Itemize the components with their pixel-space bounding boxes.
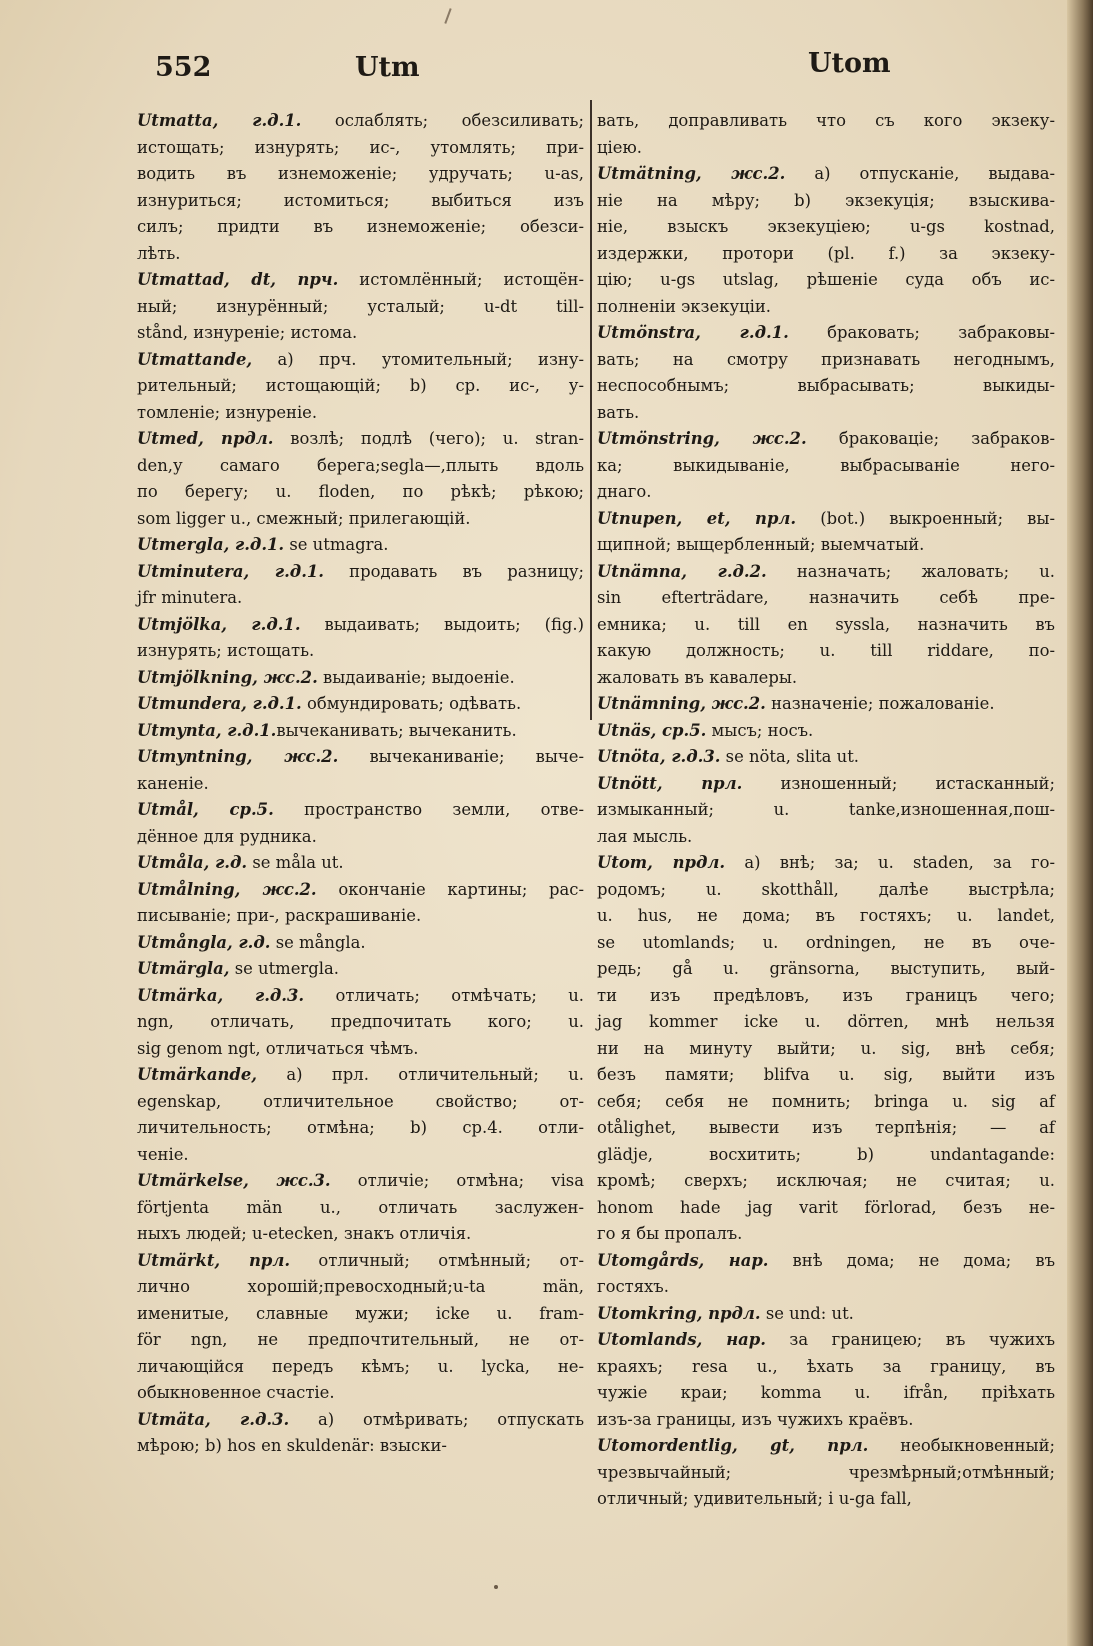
entry-line: личительность; отмѣна; b) ср.4. отли- [137, 1118, 584, 1137]
entry-line: личающійся передъ кѣмъ; u. lycka, не- [137, 1356, 584, 1376]
dictionary-entry [137, 744, 584, 797]
entry-line: кромѣ; сверхъ; исключая; не считая; u. [597, 1171, 1055, 1190]
entry-line: för ngn, не предпочтительный, не от- [137, 1330, 584, 1349]
entry-headword: Utmärkelse, жс.3. [137, 1171, 331, 1190]
entry-headword: Utmåla, г.д. [137, 853, 248, 872]
dictionary-entry [137, 1062, 584, 1168]
entry-line: Utmyntning, жс.2. вычеканиваніе; выче- [137, 747, 584, 766]
entry-headword: Utnöta, г.д.3. [597, 747, 721, 766]
entry-line: egenskap, отличительное свойство; от- [137, 1091, 584, 1111]
entry-headword: Utmynta, г.д.1. [137, 720, 277, 740]
entry-line: Utmärka, г.д.3. отличать; отмѣчать; u. [137, 985, 584, 1005]
entry-line: Utmärgla, se utmergla. [137, 959, 339, 978]
entry-headword: Utmönstring, жс.2. [597, 429, 807, 448]
entry-line: Utnött, прл. изношенный; истасканный; [597, 773, 1055, 793]
entry-headword: Utmål, ср.5. [137, 800, 274, 819]
entry-line: чрезвычайный; чрезмѣрный;отмѣнный; [597, 1462, 1055, 1482]
entry-line: Utmål, ср.5. пространство земли, отве- [137, 800, 585, 819]
page-edge-shadow [1067, 0, 1093, 1646]
entry-line: Utminutera, г.д.1. продавать въ разницу; [137, 561, 585, 581]
entry-line: otålighet, вывести изъ терпѣнія; — af [597, 1118, 1055, 1137]
dictionary-entry [137, 850, 584, 877]
entry-line: лѣть. [137, 243, 181, 263]
dictionary-entry [137, 108, 584, 267]
entry-line: Utmjölkning, жс.2. выдаиваніе; выдоеніе. [137, 667, 515, 687]
dictionary-entry [597, 161, 1055, 320]
entry-line: Utnäs, ср.5. мысъ; носъ. [597, 720, 814, 740]
entry-line: sig genom ngt, отличаться чѣмъ. [137, 1038, 419, 1058]
ink-mark [444, 8, 451, 24]
entry-line: ни на минуту выйти; u. sig, внѣ себя; [597, 1038, 1055, 1058]
entry-line: Utnupen, et, прл. (bot.) выкроенный; вы- [597, 508, 1055, 528]
entry-headword: Utmäta, г.д.3. [137, 1409, 290, 1429]
entry-headword: Utomordentlig, gt, прл. [597, 1436, 869, 1455]
entry-line: безъ памяти; blifva u. sig, выйти изъ [597, 1065, 1055, 1084]
entry-line: Utmätning, жс.2. a) отпусканіе, выдава- [597, 164, 1056, 183]
dictionary-entry [137, 665, 584, 692]
entry-line: именитые, славные мужи; icke u. fram- [137, 1303, 584, 1323]
dictionary-entry [137, 797, 584, 850]
entry-line: Utmärkt, прл. отличный; отмѣнный; от- [137, 1250, 584, 1270]
entry-headword: Utmärgla, [137, 959, 230, 978]
entry-line: чужіе краи; komma u. ifrån, пріѣхать [597, 1383, 1055, 1402]
entry-line: гостяхъ. [597, 1277, 669, 1296]
entry-headword: Utmätning, жс.2. [597, 164, 786, 183]
entry-line: вать. [597, 402, 640, 422]
entry-line: вать, доправливать что съ кого экзеку- [597, 111, 1055, 130]
entry-headword: Utnäs, ср.5. [597, 720, 707, 740]
entry-line: Utmångla, г.д. se mångla. [137, 932, 366, 952]
entry-line: вать; на смотру признавать негоднымъ, [597, 349, 1055, 369]
entry-line: glädje, восхитить; b) undantagande: [597, 1144, 1055, 1164]
entry-line: Utmäta, г.д.3. a) отмѣривать; отпускать [137, 1409, 584, 1429]
entry-line: Utnöta, г.д.3. se nöta, slita ut. [597, 747, 860, 766]
entry-headword: Utnämning, жс.2. [597, 694, 766, 713]
entry-line: лично хорошій;превосходный;u-ta män, [137, 1277, 584, 1296]
entry-line: водить въ изнеможеніе; удручать; u-as, [137, 164, 584, 183]
entry-headword: Utmångla, г.д. [137, 932, 271, 952]
dictionary-entry [137, 559, 584, 612]
entry-line: силъ; придти въ изнеможеніе; обезси- [137, 217, 584, 236]
entry-line: ти изъ предѣловъ, изъ границъ чего; [597, 985, 1055, 1005]
left-column [137, 108, 584, 1460]
dictionary-entry [597, 426, 1055, 506]
dictionary-entry [597, 718, 1055, 745]
entry-line: краяхъ; resa u., ѣхать за границу, въ [597, 1356, 1055, 1376]
entry-line: жаловать въ кавалеры. [597, 667, 798, 687]
entry-line: ка; выкидываніе, выбрасываніе него- [597, 455, 1055, 475]
entry-line: Utmåla, г.д. se måla ut. [137, 853, 344, 872]
entry-line: Utmjölka, г.д.1. выдаивать; выдоить; (fig.) [137, 614, 584, 634]
dictionary-entry [137, 267, 584, 347]
entry-line: Utmattande, a) прч. утомительный; изну- [137, 349, 584, 369]
dictionary-entry [137, 877, 584, 930]
dictionary-entry [137, 718, 584, 745]
entry-line: jfr minutera. [137, 588, 243, 607]
entry-headword: Utmatta, г.д.1. [137, 111, 302, 130]
entry-line: sin efterträdare, назначить себѣ пре- [597, 588, 1055, 607]
entry-line: stånd, изнуреніе; истома. [137, 323, 358, 342]
entry-line: неспособнымъ; выбрасывать; выкиды- [597, 376, 1055, 395]
dictionary-entry [137, 612, 584, 665]
entry-line: Utmålning, жс.2. окончаніе картины; рас- [137, 879, 585, 899]
dictionary-entry [597, 744, 1055, 771]
entry-line: Utmönstring, жс.2. браковаціе; забраков- [597, 429, 1055, 448]
dictionary-entry [137, 956, 584, 983]
entry-headword: Utmattande, [137, 349, 253, 369]
entry-line: ngn, отличать, предпочитать кого; u. [137, 1012, 584, 1031]
entry-line: Utnämna, г.д.2. назначать; жаловать; u. [597, 561, 1055, 581]
entry-line: редь; gå u. gränsorna, выступить, вый- [597, 959, 1055, 978]
dictionary-entry [597, 559, 1055, 692]
entry-line: рительный; истощающій; b) ср. ис-, у- [137, 376, 584, 395]
entry-line: ніе, взыскъ экзекуціею; u-gs kostnad, [597, 217, 1055, 236]
ink-speck [494, 1585, 498, 1589]
entry-headword: Utmed, прдл. [137, 429, 274, 448]
entry-line: ный; изнурённый; усталый; u-dt till- [137, 296, 584, 316]
entry-line: Utmärkande, a) прл. отличительный; u. [137, 1065, 584, 1084]
entry-line: jag kommer icke u. dörren, мнѣ нельзя [597, 1012, 1055, 1031]
entry-line: цію; u-gs utslag, рѣшеніе суда объ ис- [597, 270, 1055, 289]
entry-line: Utmärkelse, жс.3. отличіе; отмѣна; visa [137, 1171, 584, 1190]
dictionary-entry [597, 1433, 1055, 1513]
entry-line: отличный; удивительный; i u-ga fall, [597, 1489, 912, 1508]
dictionary-entry [137, 691, 584, 718]
entry-headword: Utomgårds, нар. [597, 1250, 769, 1270]
entry-line: Utomlands, нар. за границею; въ чужихъ [597, 1330, 1055, 1349]
entry-headword: Utmyntning, жс.2. [137, 747, 339, 766]
dictionary-entry [597, 108, 1055, 161]
dictionary-entry [597, 1248, 1055, 1301]
entry-line: Utmynta, г.д.1.вычеканивать; вычеканить. [137, 720, 517, 740]
dictionary-entry [137, 1248, 584, 1407]
dictionary-entry [137, 930, 584, 957]
entry-line: Utnämning, жс.2. назначеніе; пожалованіе. [597, 694, 995, 713]
entry-line: Utmundera, г.д.1. обмундировать; одѣвать. [137, 694, 522, 713]
entry-line: мѣрою; b) hos en skuldenär: взыски- [137, 1436, 447, 1455]
entry-line: изнуриться; истомиться; выбиться изъ [137, 190, 584, 210]
entry-line: полненіи экзекуціи. [597, 296, 771, 316]
entry-headword: Utmönstra, г.д.1. [597, 323, 789, 342]
entry-line: Utomgårds, нар. внѣ дома; не дома; въ [597, 1250, 1055, 1270]
dictionary-entry [137, 347, 584, 427]
entry-line: днаго. [597, 482, 652, 501]
entry-line: honom hade jag varit förlorad, безъ не- [597, 1197, 1055, 1217]
entry-headword: Utmjölka, г.д.1. [137, 614, 301, 634]
entry-line: обыкновенное счастіе. [137, 1383, 335, 1402]
right-column [597, 108, 1055, 1513]
entry-line: den,у самаго берега;segla—,плыть вдоль [137, 455, 584, 475]
entry-headword: Utnupen, et, прл. [597, 508, 797, 528]
entry-headword: Utnött, прл. [597, 773, 743, 793]
entry-line: Utmergla, г.д.1. se utmagra. [137, 535, 389, 554]
entry-line: щипной; выщербленный; выемчатый. [597, 535, 925, 554]
entry-line: som ligger u., смежный; прилегающій. [137, 508, 471, 528]
dictionary-entry [137, 426, 584, 532]
entry-line: издержки, протори (pl. f.) за экзеку- [597, 243, 1055, 263]
entry-line: изъ-за границы, изъ чужихъ краёвъ. [597, 1409, 914, 1429]
entry-line: Utmed, прдл. возлѣ; подлѣ (чего); u. stran- [137, 429, 584, 448]
entry-line: Utomordentlig, gt, прл. необыкновенный; [597, 1436, 1056, 1455]
entry-headword: Utmundera, г.д.1. [137, 694, 302, 713]
dictionary-entry [597, 1327, 1055, 1433]
dictionary-entry [137, 1407, 584, 1460]
entry-line: лая мысль. [597, 826, 693, 846]
entry-line: емника; u. till en syssla, назначить въ [597, 614, 1055, 634]
entry-line: Utomkring, прдл. se und: ut. [597, 1303, 854, 1323]
running-head-left: Utm [355, 52, 420, 83]
dictionary-entry [597, 1301, 1055, 1328]
page-number: 552 [155, 52, 212, 83]
entry-line: дённое для рудника. [137, 826, 317, 846]
entry-headword: Utminutera, г.д.1. [137, 561, 325, 581]
entry-headword: Utmattad, dt, прч. [137, 270, 339, 289]
dictionary-entry [597, 771, 1055, 851]
entry-line: Utom, прдл. a) внѣ; за; u. staden, за го- [597, 853, 1055, 872]
entry-line: Utmatta, г.д.1. ослаблять; обезсиливать; [137, 111, 584, 130]
entry-line: ціею. [597, 137, 642, 157]
entry-line: Utmönstra, г.д.1. браковать; забраковы- [597, 323, 1055, 342]
entry-line: томленіе; изнуреніе. [137, 402, 318, 422]
entry-line: se utomlands; u. ordningen, не въ оче- [597, 932, 1055, 952]
column-divider [590, 100, 592, 720]
entry-line: ченіе. [137, 1144, 189, 1164]
entry-headword: Utmergla, г.д.1. [137, 535, 285, 554]
entry-headword: Utmärkande, [137, 1065, 257, 1084]
entry-headword: Utmärka, г.д.3. [137, 985, 305, 1005]
dictionary-entry [597, 850, 1055, 1248]
entry-line: u. hus, не дома; въ гостяхъ; u. landet, [597, 906, 1055, 925]
entry-line: родомъ; u. skotthåll, далѣе выстрѣла; [597, 879, 1055, 899]
entry-line: го я бы пропалъ. [597, 1224, 743, 1243]
entry-line: förtjenta män u., отличать заслужен- [137, 1197, 584, 1217]
entry-line: каненіе. [137, 773, 209, 793]
entry-line: истощать; изнурять; ис-, утомлять; при- [137, 137, 584, 157]
dictionary-entry [597, 506, 1055, 559]
entry-headword: Utomkring, прдл. [597, 1303, 761, 1323]
dictionary-entry [597, 320, 1055, 426]
entry-line: Utmattad, dt, прч. истомлённый; истощён- [137, 270, 584, 289]
entry-headword: Utmjölkning, жс.2. [137, 667, 318, 687]
entry-headword: Utmålning, жс.2. [137, 879, 317, 899]
entry-line: себя; себя не помнить; bringa u. sig af [597, 1091, 1055, 1111]
entry-headword: Utnämna, г.д.2. [597, 561, 767, 581]
entry-line: изнурять; истощать. [137, 641, 315, 660]
dictionary-entry [137, 983, 584, 1063]
dictionary-entry [137, 1168, 584, 1248]
dictionary-entry [597, 691, 1055, 718]
entry-line: по берегу; u. floden, по рѣкѣ; рѣкою; [137, 482, 584, 501]
dictionary-entry [137, 532, 584, 559]
entry-headword: Utomlands, нар. [597, 1330, 766, 1349]
running-head-right: Utom [808, 48, 891, 79]
entry-line: какую должность; u. till riddare, по- [597, 641, 1055, 660]
entry-line: ныхъ людей; u-etecken, знакъ отличія. [137, 1224, 472, 1243]
entry-headword: Utmärkt, прл. [137, 1250, 291, 1270]
entry-line: ніе на мѣру; b) экзекуція; взыскива- [597, 190, 1055, 210]
entry-line: измыканный; u. tanke,изношенная,пош- [597, 800, 1055, 819]
entry-line: писываніе; при-, раскрашиваніе. [137, 906, 422, 925]
entry-headword: Utom, прдл. [597, 853, 726, 872]
